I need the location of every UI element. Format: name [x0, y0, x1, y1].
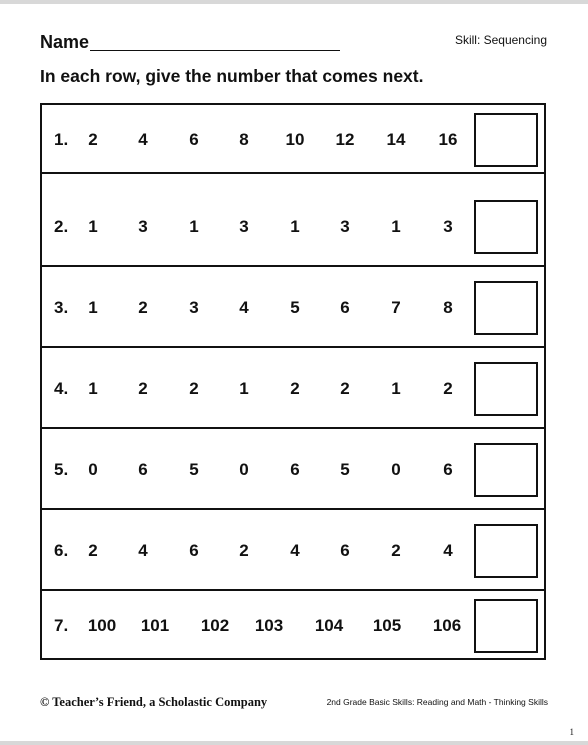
- sequence-number: 2: [239, 541, 249, 560]
- row-number: 1.: [54, 130, 69, 149]
- name-label: Name: [40, 32, 90, 52]
- sequence-number: 1: [189, 217, 199, 236]
- answer-box[interactable]: [474, 599, 538, 653]
- sequence-number: 6: [443, 460, 453, 479]
- sequence-number: 0: [88, 460, 98, 479]
- sequence-number: 100: [87, 616, 117, 635]
- sequence-number: 1: [88, 298, 98, 317]
- sequence-number: 101: [140, 616, 170, 635]
- sequence-row: [42, 348, 544, 429]
- answer-box[interactable]: [474, 362, 538, 416]
- sequence-number: 2: [290, 379, 300, 398]
- skill-label: Skill: Sequencing: [454, 33, 547, 47]
- sequence-row: [42, 510, 544, 591]
- sequence-number: 3: [239, 217, 249, 236]
- sequence-number: 14: [386, 130, 406, 149]
- sequence-number: 102: [200, 616, 230, 635]
- sequence-row: [42, 591, 544, 660]
- sequence-number: 8: [239, 130, 249, 149]
- book-title: 2nd Grade Basic Skills: Reading and Math - Thinking Skills: [326, 697, 548, 707]
- sequence-number: 2: [443, 379, 453, 398]
- row-number: 5.: [54, 460, 69, 479]
- sequence-number: 5: [189, 460, 199, 479]
- sequence-number: 6: [340, 541, 350, 560]
- sequence-number: 2: [88, 130, 98, 149]
- sequence-number: 1: [239, 379, 249, 398]
- sequence-number: 6: [340, 298, 350, 317]
- sequence-number: 0: [391, 460, 401, 479]
- sequence-number: 4: [239, 298, 249, 317]
- sequence-number: 2: [88, 541, 98, 560]
- row-number: 7.: [54, 616, 69, 635]
- row-number: 4.: [54, 379, 69, 398]
- sequence-number: 8: [443, 298, 453, 317]
- sequence-number: 6: [189, 541, 199, 560]
- sequence-row: [42, 429, 544, 510]
- page-frame-bottom: [0, 741, 588, 745]
- sequence-number: 2: [189, 379, 199, 398]
- answer-box[interactable]: [474, 281, 538, 335]
- page-number: 1: [569, 727, 574, 737]
- sequence-number: 103: [254, 616, 284, 635]
- name-field-line[interactable]: [90, 50, 340, 51]
- instructions: In each row, give the number that comes next.: [40, 66, 424, 86]
- sequence-number: 3: [340, 217, 350, 236]
- sequence-number: 4: [138, 130, 148, 149]
- sequence-number: 1: [88, 379, 98, 398]
- sequence-number: 16: [438, 130, 458, 149]
- sequence-number: 6: [138, 460, 148, 479]
- sequence-row: [42, 105, 544, 174]
- sequence-number: 0: [239, 460, 249, 479]
- sequence-number: 3: [443, 217, 453, 236]
- sequence-number: 1: [88, 217, 98, 236]
- sequence-number: 106: [432, 616, 462, 635]
- sequence-number: 2: [138, 298, 148, 317]
- sequence-number: 104: [314, 616, 344, 635]
- sequence-number: 1: [391, 379, 401, 398]
- sequence-number: 7: [391, 298, 401, 317]
- sequence-row: [42, 186, 544, 267]
- sequence-number: 5: [340, 460, 350, 479]
- sequence-number: 2: [340, 379, 350, 398]
- sequence-row: [42, 267, 544, 348]
- sequence-number: 4: [443, 541, 453, 560]
- page-frame-top: [0, 0, 588, 4]
- sequence-number: 10: [285, 130, 305, 149]
- sequence-number: 2: [391, 541, 401, 560]
- sequence-number: 6: [189, 130, 199, 149]
- answer-box[interactable]: [474, 113, 538, 167]
- sequence-number: 3: [138, 217, 148, 236]
- sequence-number: 1: [391, 217, 401, 236]
- answer-box[interactable]: [474, 200, 538, 254]
- sequence-table: [40, 103, 546, 660]
- sequence-number: 1: [290, 217, 300, 236]
- sequence-number: 4: [290, 541, 300, 560]
- answer-box[interactable]: [474, 524, 538, 578]
- copyright-text: © Teacher’s Friend, a Scholastic Company: [40, 695, 268, 709]
- row-number: 3.: [54, 298, 69, 317]
- row-number: 2.: [54, 217, 69, 236]
- sequence-number: 4: [138, 541, 148, 560]
- sequence-number: 5: [290, 298, 300, 317]
- sequence-number: 12: [335, 130, 355, 149]
- answer-box[interactable]: [474, 443, 538, 497]
- row-number: 6.: [54, 541, 69, 560]
- sequence-number: 3: [189, 298, 199, 317]
- sequence-number: 105: [372, 616, 402, 635]
- sequence-number: 2: [138, 379, 148, 398]
- sequence-number: 6: [290, 460, 300, 479]
